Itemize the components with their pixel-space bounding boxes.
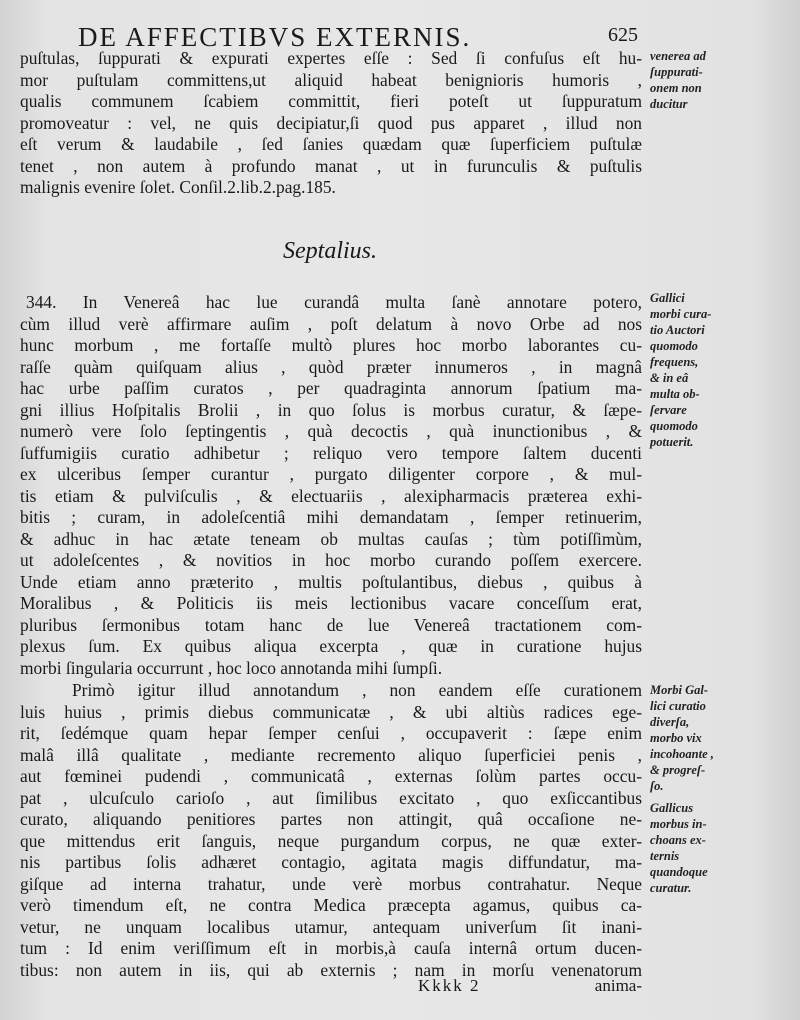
text-line: Unde etiam anno præterito , multis poſtulantibus, diebus , quibus à — [20, 571, 642, 592]
text-block-primo — [20, 680, 642, 981]
text-line: hac urbe paſſim curatos , per quadraginta annorum ſpatium ma- — [20, 378, 642, 398]
signature-mark: Kkkk 2 — [418, 976, 481, 995]
text-line: ex ulceribus ſemper curantur , purgato diligenter corpore , & mul- — [20, 464, 642, 484]
margin-note — [650, 48, 782, 112]
text-line: rit, ſedémque quam hepar ſemper cenſui , occupaverit : ſæpe enim — [20, 723, 642, 743]
text-line: giſque ad interna trahatur, unde verè morbus contrahatur. Neque — [20, 873, 642, 894]
text-line: morbi ſingularia occurrunt , hoc loco annotanda mihi ſumpſi. — [20, 657, 443, 678]
margin-note-line: frequens, — [650, 355, 699, 369]
text-line: cùm illud verè affirmare auſim , poſt delatum à novo Orbe ad nos — [20, 313, 642, 334]
margin-note-line: morbi cura- — [650, 307, 712, 321]
text-line: ſuffumigiis curatio adhibetur ; reliquo vero tempore ſaltem ducenti — [20, 442, 642, 463]
margin-note-line: lici curatio — [650, 699, 706, 713]
page-footer — [20, 976, 642, 998]
text-block-continuation — [20, 48, 642, 199]
text-line: ut adoleſcentes , & novitios in hoc morbo curando poſſem exercere. — [20, 550, 642, 570]
text-line: nis partibus ſolis adhæret contagio, agitata magis diffundatur, ma- — [20, 852, 642, 872]
text-block-paragraph-344 — [20, 292, 642, 679]
margin-note-line: potuerit. — [650, 435, 694, 449]
section-heading — [0, 238, 660, 265]
margin-note-line: ſo. — [650, 779, 664, 793]
text-line: qualis communem ſcabiem committit, fieri poteſt ut ſuppuratum — [20, 91, 642, 111]
text-line: numerò vere ſolo ſeptingentis , quà decoctis , quà inunctionibus , & — [20, 421, 642, 441]
text-line: vetur, ne unquam localibus utamur, antequam univerſum ſit inani- — [20, 916, 642, 937]
margin-note-line: ducitur — [650, 97, 688, 111]
margin-note — [650, 800, 782, 896]
margin-note-line: venerea ad — [650, 49, 706, 63]
text-line: pat , ulcuſculo carioſo , aut ſimilibus excitato , quo exſiccantibus — [20, 787, 642, 808]
text-line: Moralibus , & Politicis iis meis lectionibus vacare conceſſum erat, — [20, 593, 642, 613]
margin-note-line: Morbi Gal- — [650, 683, 708, 697]
text-line: plexus ſum. Ex quibus aliqua excerpta , quæ in curatione hujus — [20, 636, 642, 656]
text-line: malâ illâ qualitate , mediante recremento aliquo ſuperficiei penis , — [20, 744, 642, 765]
section-heading-text: Septalius. — [283, 238, 377, 264]
running-title: DE AFFECTIBVS EXTERNIS. — [78, 22, 472, 52]
margin-note-line: diverſa, — [650, 715, 690, 729]
text-line: malignis evenire ſolet. Conſil.2.lib.2.pag.185. — [20, 177, 336, 197]
page-number: 625 — [608, 24, 638, 46]
text-line: promoveatur : vel, ne quis decipiatur,ſi quod pus apparet , illud non — [20, 112, 642, 133]
text-line: puſtulas, ſuppurati & expurati expertes eſſe : Sed ſi confuſus eſt hu- — [20, 48, 642, 68]
margin-note-line: ſuppurati- — [650, 65, 703, 79]
text-line: aut fœminei pudendi , communicatâ , externas ſolùm partes occu- — [20, 766, 642, 786]
margin-note-line: & progreſ- — [650, 763, 706, 777]
text-line: eſt verum & laudabile , ſed ſanies quædam quæ ſuperficiem puſtulæ — [20, 134, 642, 154]
text-line: hunc morbum , me fortaſſe multò plures hoc morbo laborantes cu- — [20, 335, 642, 355]
text-line: bitis ; curam, in adoleſcentiâ mihi demandatam , ſemper retinuerim, — [20, 507, 642, 527]
margin-note-line: multa ob- — [650, 387, 700, 401]
margin-note-line: tio Auctori — [650, 323, 705, 337]
text-line: tibus: non autem in iis, qui ab externis ; nam in morſu venenatorum — [20, 959, 642, 980]
text-line: raſſe quàm quiſquam alius , quòd præter innumeros , in magnâ — [20, 356, 642, 377]
margin-note-line: curatur. — [650, 881, 692, 895]
margin-note — [650, 682, 782, 794]
text-line: & adhuc in hac ætate teneam ob multas cauſas ; tùm potiſſimùm, — [20, 528, 642, 549]
text-line: que mittendus erit ſanguis, neque purgandum corpus, ne quæ exter- — [20, 830, 642, 851]
margin-note-line: incohoante , — [650, 747, 714, 761]
text-line: Primò igitur illud annotandum , non eandem eſſe curationem — [72, 680, 642, 700]
margin-note-line: ternis — [650, 849, 680, 863]
text-line: tenet , non autem à profundo manat , ut in furunculis & puſtulis — [20, 155, 642, 176]
text-line: pluribus ſermonibus totam hanc de lue Venereâ tractationem com- — [20, 614, 642, 635]
text-line: 344. In Venereâ hac lue curandâ multa ſanè annotare potero, — [26, 292, 642, 312]
text-line: tis etiam & pulviſculis , & electuariis , alexipharmacis præterea exhi- — [20, 485, 642, 506]
margin-note-line: onem non — [650, 81, 702, 95]
margin-note-line: & in eâ — [650, 371, 689, 385]
margin-note-line: quomodo — [650, 419, 698, 433]
margin-note-line: ſervare — [650, 403, 687, 417]
text-line: tum : Id enim veriſſimum eſt in morbis,à cauſa internâ ortum ducen- — [20, 938, 642, 958]
margin-note-line: Gallicus — [650, 801, 694, 815]
text-line: mor puſtulam committens,ut aliquid habeat benignioris humoris , — [20, 69, 642, 90]
text-line: luis huius , primis diebus communicatæ , & ubi altiùs radices ege- — [20, 701, 642, 722]
margin-note-line: choans ex- — [650, 833, 706, 847]
text-line: gni illius Hoſpitalis Brolii , in quo ſolus is morbus curatur, & ſæpe- — [20, 399, 642, 420]
margin-note-line: morbo vix — [650, 731, 702, 745]
text-line: verò timendum eſt, ne contra Medica præcepta agamus, quibus ca- — [20, 895, 642, 915]
text-line: curato, aliquando penitiores partes non attingit, quâ occaſione ne- — [20, 809, 642, 829]
margin-note-line: quomodo — [650, 339, 698, 353]
margin-note-line: quandoque — [650, 865, 708, 879]
margin-note-line: Gallici — [650, 291, 685, 305]
catchword: anima- — [594, 976, 642, 995]
margin-note — [650, 290, 782, 450]
margin-note-line: morbus in- — [650, 817, 707, 831]
